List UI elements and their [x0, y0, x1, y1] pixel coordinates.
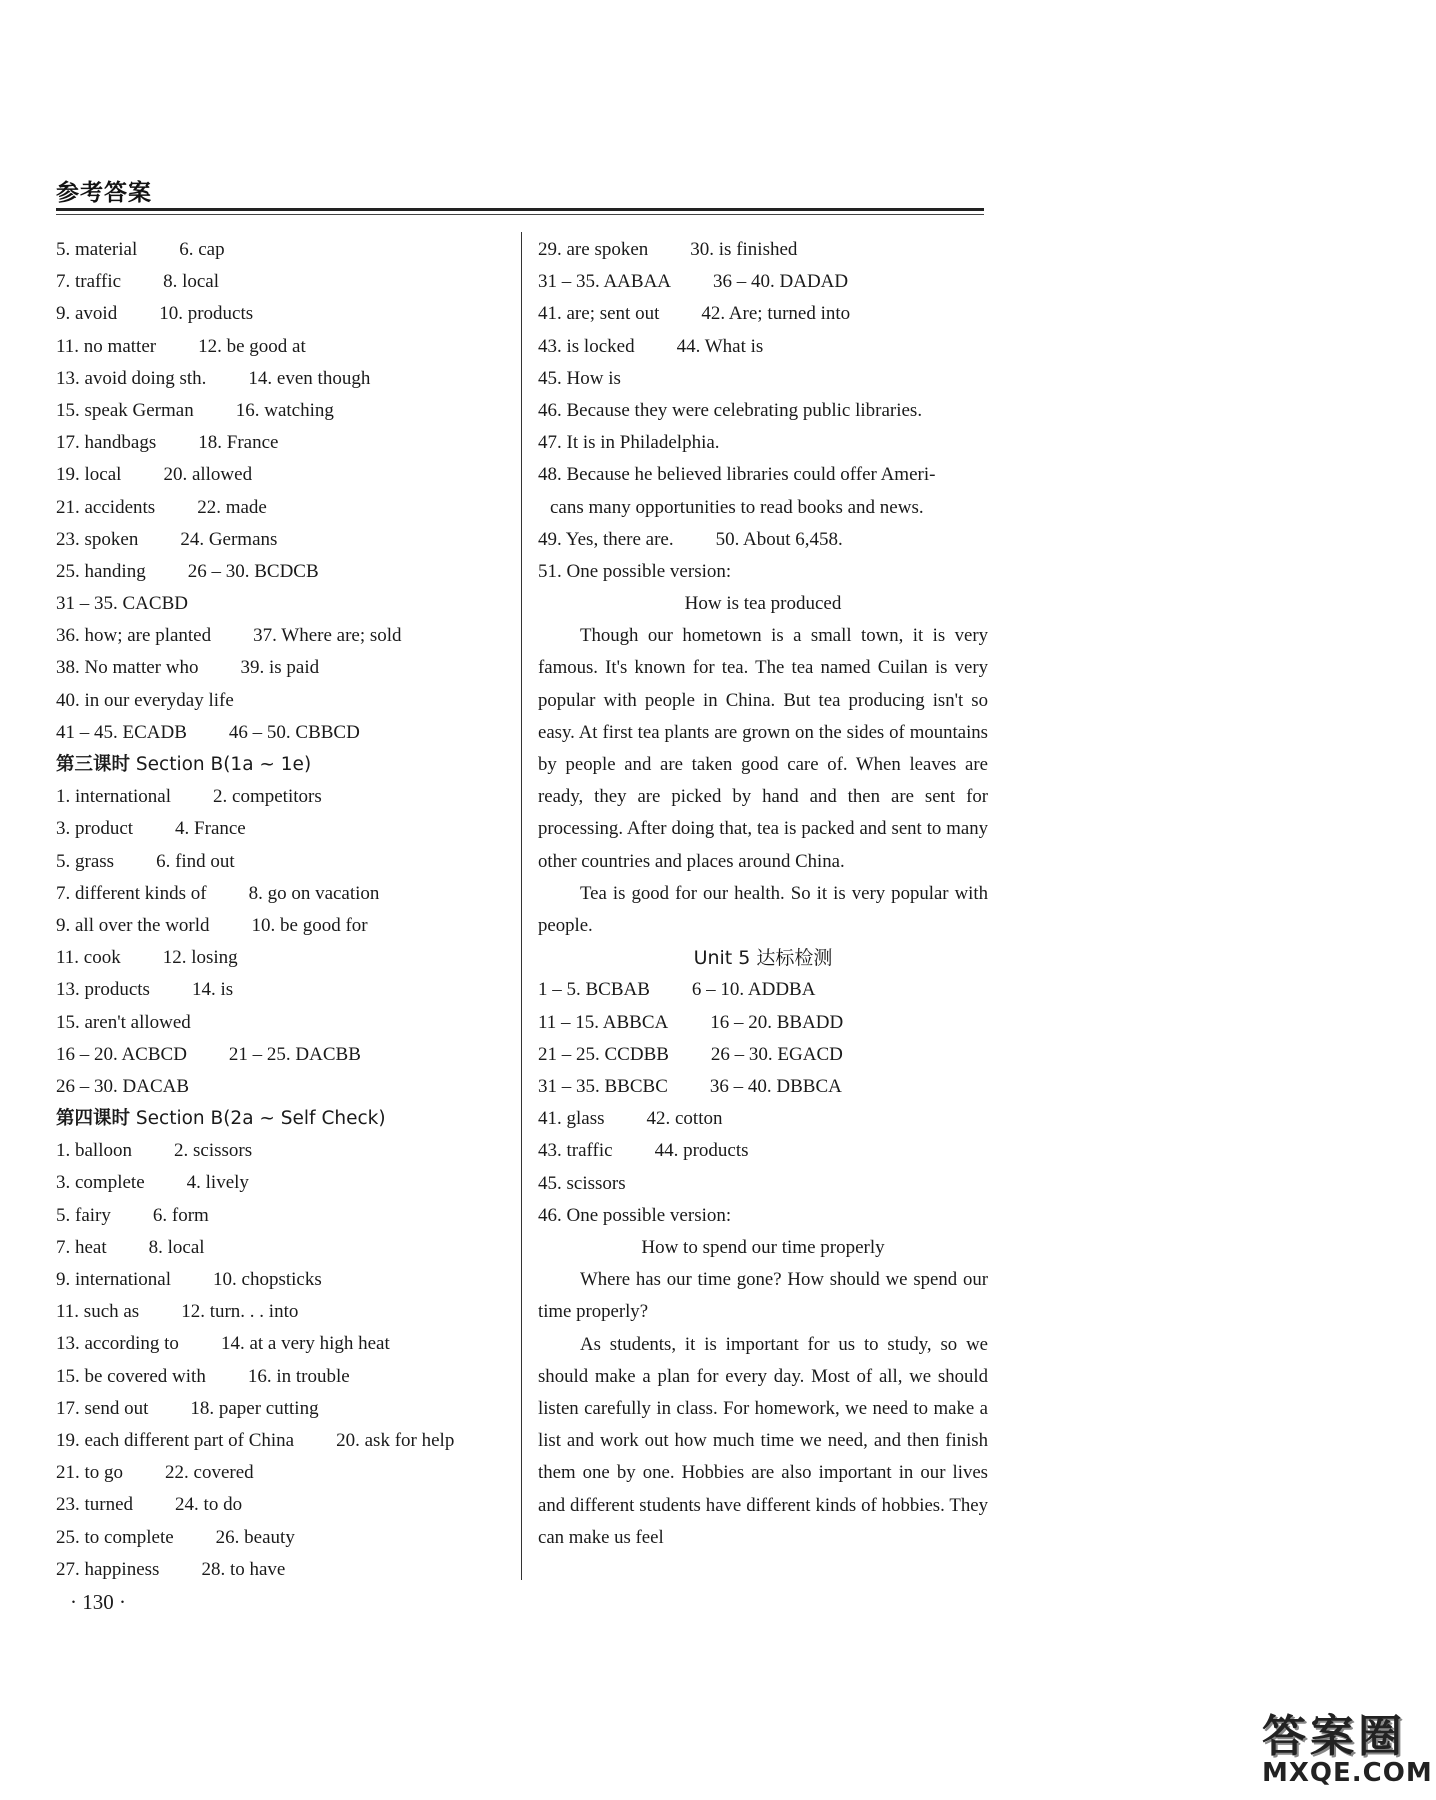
answer-item: 16. in trouble — [247, 1365, 350, 1387]
answer-item: 43. traffic — [538, 1140, 613, 1162]
answer-item: 26 – 30. BCDCB — [187, 560, 319, 582]
answer-item: 21. accidents — [56, 496, 156, 518]
answer-item: 46 – 50. CBBCD — [228, 721, 360, 743]
answer-item: 27. happiness — [56, 1558, 160, 1580]
answer-item: 4. lively — [186, 1172, 249, 1194]
answer-line — [56, 363, 511, 395]
answer-line — [538, 1168, 988, 1200]
answer-line — [56, 1071, 511, 1103]
answer-item: 5. grass — [56, 850, 115, 872]
answer-item: 38. No matter who — [56, 657, 199, 679]
answer-line — [56, 1425, 511, 1457]
answer-item: 8. go on vacation — [248, 882, 380, 904]
answer-line — [538, 331, 988, 363]
answer-item: 13. avoid doing sth. — [56, 367, 207, 389]
answer-line — [56, 1554, 511, 1586]
section-heading-cn: 第三课时 — [56, 754, 131, 775]
answer-line — [538, 1135, 988, 1167]
answer-line-49-50 — [538, 524, 988, 556]
answer-item: 2. competitors — [213, 786, 322, 808]
answer-line — [56, 1296, 511, 1328]
answer-item: 5. material — [56, 239, 138, 260]
answer-line — [56, 685, 511, 717]
answer-item: 22. made — [197, 496, 267, 518]
answer-item: 1. international — [56, 786, 172, 808]
section-heading — [56, 1103, 511, 1135]
answer-line — [56, 1039, 511, 1071]
answer-line — [538, 974, 988, 1006]
answer-item: 31 – 35. CACBD — [56, 593, 188, 615]
answer-item: 36 – 40. DBBCA — [709, 1076, 842, 1098]
answer-line — [56, 1232, 511, 1264]
answer-line — [56, 620, 511, 652]
answer-line — [56, 974, 511, 1006]
essay-paragraph: Though our hometown is a small town, it is very famous. It's known for tea. The tea named Cuilan is very popular with people in China. But tea producing isn't so easy. At first tea plants are grown on the sides of mountains by people and are taken good care of. When leaves are ready, they are picked by hand and then are sent for processing. After doing that, tea is packed and sent to many other countries and places around China. — [538, 625, 988, 872]
answer-line — [56, 524, 511, 556]
answer-line — [56, 234, 511, 266]
answer-item: 39. is paid — [240, 657, 320, 679]
answer-item: 9. avoid — [56, 303, 118, 325]
watermark-logo — [1262, 1700, 1432, 1796]
essay-paragraph: Tea is good for our health. So it is very popular with people. — [538, 882, 988, 937]
answer-item: 42. cotton — [646, 1108, 723, 1130]
answer-item: 18. paper cutting — [190, 1397, 319, 1419]
answer-item: 6. find out — [156, 850, 235, 872]
answer-line — [56, 1457, 511, 1489]
answer-line — [56, 395, 511, 427]
answer-line — [56, 427, 511, 459]
answer-line — [538, 363, 988, 395]
answer-item: 46. One possible version: — [538, 1204, 732, 1226]
answer-item: 23. spoken — [56, 528, 139, 550]
answer-item: 24. to do — [175, 1494, 243, 1516]
answer-line — [56, 1361, 511, 1393]
answer-item: 26 – 30. DACAB — [56, 1075, 190, 1097]
answer-item: 15. be covered with — [56, 1365, 206, 1387]
answer-50: 50. About 6,458. — [715, 528, 843, 550]
answer-item: 20. ask for help — [336, 1429, 455, 1451]
answer-line — [56, 492, 511, 524]
answer-line — [538, 395, 988, 427]
answer-item: 9. all over the world — [56, 914, 210, 936]
answer-line — [56, 298, 511, 330]
answer-item: 21 – 25. CCDBB — [538, 1043, 669, 1065]
answer-item: 3. product — [56, 818, 134, 840]
answer-item: 6. cap — [179, 239, 225, 260]
answer-line — [56, 556, 511, 588]
answer-line-48-cont: cans many opportunities to read books and news. — [550, 496, 924, 518]
answer-line — [56, 588, 511, 620]
unit-test-title: Unit 5 达标检测 — [693, 947, 833, 970]
header-rule — [56, 208, 984, 211]
answer-item: 14. is — [191, 979, 234, 1001]
answer-item: 37. Where are; sold — [253, 625, 402, 647]
answer-line — [538, 266, 988, 298]
answer-line — [538, 1039, 988, 1071]
answer-line — [56, 717, 511, 749]
answer-item: 30. is finished — [690, 239, 798, 260]
left-column — [56, 234, 511, 1586]
answer-item: 22. covered — [165, 1462, 254, 1484]
answer-item: 28. to have — [201, 1558, 286, 1580]
answer-item: 13. products — [56, 979, 150, 1001]
answer-item: 36. how; are planted — [56, 625, 212, 647]
answer-item: 7. traffic — [56, 271, 122, 293]
answer-item: 16 – 20. ACBCD — [56, 1043, 187, 1065]
answer-item: 3. complete — [56, 1172, 145, 1194]
section-heading-en: Section B(2a ~ Self Check) — [130, 1108, 386, 1130]
answer-item: 10. products — [159, 303, 254, 325]
answer-line-51: 51. One possible version: — [538, 560, 732, 582]
answer-line — [56, 1200, 511, 1232]
answer-line — [56, 1393, 511, 1425]
answer-line — [56, 846, 511, 878]
answer-item: 19. local — [56, 464, 122, 486]
answer-item: 44. products — [654, 1140, 749, 1162]
answer-item: 11. no matter — [56, 335, 157, 357]
answer-item: 11 – 15. ABBCA — [538, 1011, 669, 1033]
answer-item: 41 – 45. ECADB — [56, 721, 187, 743]
answer-item: 1. balloon — [56, 1140, 132, 1162]
answer-item: 17. handbags — [56, 432, 157, 454]
answer-item: 29. are spoken — [538, 239, 649, 260]
answer-line — [538, 1103, 988, 1135]
answer-item: 16 – 20. BBADD — [710, 1011, 844, 1033]
essay-title: How to spend our time properly — [641, 1236, 885, 1258]
answer-item: 21 – 25. DACBB — [228, 1043, 361, 1065]
answer-item: 45. How is — [538, 367, 621, 389]
answer-item: 10. be good for — [251, 914, 368, 936]
answer-item: 16. watching — [235, 399, 334, 421]
answer-item: 47. It is in Philadelphia. — [538, 432, 720, 454]
answer-line — [56, 910, 511, 942]
answer-item: 19. each different part of China — [56, 1429, 295, 1451]
answer-item: 43. is locked — [538, 335, 635, 357]
answer-item: 12. turn. . . into — [181, 1301, 299, 1323]
answer-line — [538, 1007, 988, 1039]
answer-item: 25. to complete — [56, 1526, 174, 1548]
answer-item: 41. are; sent out — [538, 303, 660, 325]
answer-line — [56, 1489, 511, 1521]
answer-item: 11. cook — [56, 947, 121, 969]
answer-item: 14. even though — [248, 367, 371, 389]
answer-item: 6 – 10. ADDBA — [691, 979, 816, 1001]
answer-line — [56, 1135, 511, 1167]
answer-item: 8. local — [163, 271, 219, 293]
answer-line — [56, 331, 511, 363]
column-divider — [521, 232, 522, 1580]
answer-line — [56, 942, 511, 974]
answer-item: 15. aren't allowed — [56, 1011, 191, 1033]
answer-item: 6. form — [152, 1204, 209, 1226]
answer-item: 21. to go — [56, 1462, 124, 1484]
answer-item: 41. glass — [538, 1108, 605, 1130]
answer-line — [538, 1071, 988, 1103]
answer-item: 10. chopsticks — [213, 1269, 322, 1290]
answer-line — [56, 1007, 511, 1039]
answer-item: 1 – 5. BCBAB — [538, 979, 650, 1001]
answer-line-48: 48. Because he believed libraries could offer Ameri- — [538, 464, 936, 486]
answer-item: 11. such as — [56, 1301, 140, 1323]
section-heading-cn: 第四课时 — [56, 1108, 131, 1130]
answer-line — [538, 234, 988, 266]
answer-item: 45. scissors — [538, 1172, 626, 1194]
watermark-logo-text: 答案圈 — [1262, 1711, 1406, 1762]
answer-item: 25. handing — [56, 560, 146, 582]
answer-item: 24. Germans — [180, 528, 278, 550]
section-heading-en: Section B(1a ~ 1e) — [130, 754, 312, 775]
answer-item: 31 – 35. AABAA — [538, 271, 672, 293]
right-column — [538, 234, 988, 1554]
answer-line — [56, 1264, 511, 1296]
watermark-logo-url: MXQE.COM — [1262, 1758, 1433, 1788]
answer-item: 46. Because they were celebrating public libraries. — [538, 399, 923, 421]
answer-item: 2. scissors — [174, 1140, 253, 1162]
answer-item: 23. turned — [56, 1494, 134, 1516]
answer-line — [538, 298, 988, 330]
answer-item: 17. send out — [56, 1397, 149, 1419]
answer-line — [538, 1200, 988, 1232]
answer-line — [56, 813, 511, 845]
header-rule-thin — [56, 214, 984, 215]
section-heading — [56, 749, 511, 781]
answer-item: 20. allowed — [163, 464, 253, 486]
answer-item: 26. beauty — [215, 1526, 295, 1548]
answer-line — [56, 652, 511, 684]
answer-item: 7. different kinds of — [56, 882, 207, 904]
answer-line — [56, 459, 511, 491]
answer-line — [56, 266, 511, 298]
essay-paragraph: As students, it is important for us to study, so we should make a plan for every day. Most of all, we should listen carefully in class. For homework, we need to make a list and work out how much time we need, and then finish them one by one. Hobbies are also important in our lives and different students have different kinds of hobbies. They can make us feel — [538, 1333, 988, 1548]
answer-item: 12. be good at — [198, 335, 306, 357]
answer-item: 9. international — [56, 1269, 172, 1290]
answer-item: 7. heat — [56, 1236, 107, 1258]
answer-item: 40. in our everyday life — [56, 689, 234, 711]
answer-line — [538, 427, 988, 459]
answer-item: 42. Are; turned into — [701, 303, 851, 325]
answer-item: 8. local — [148, 1236, 205, 1258]
answer-item: 15. speak German — [56, 399, 194, 421]
page-number: · 130 · — [70, 1590, 126, 1614]
essay-title: How is tea produced — [684, 593, 842, 615]
answer-line — [56, 878, 511, 910]
answer-49: 49. Yes, there are. — [538, 528, 674, 550]
answer-item: 4. France — [175, 818, 246, 840]
answer-item: 36 – 40. DADAD — [713, 271, 849, 293]
answer-item: 44. What is — [676, 335, 764, 357]
answer-item: 31 – 35. BBCBC — [538, 1076, 668, 1098]
answer-item: 12. losing — [162, 947, 238, 969]
answer-line — [56, 1328, 511, 1360]
answer-item: 5. fairy — [56, 1204, 111, 1226]
answer-item: 13. according to — [56, 1333, 179, 1355]
answer-line — [56, 781, 511, 813]
page-header-title: 参考答案 — [56, 180, 152, 206]
answer-line — [56, 1522, 511, 1554]
essay-paragraph: Where has our time gone? How should we spend our time properly? — [538, 1269, 988, 1323]
answer-item: 18. France — [198, 432, 279, 454]
answer-line — [56, 1167, 511, 1199]
answer-item: 26 – 30. EGACD — [710, 1043, 843, 1065]
answer-item: 14. at a very high heat — [220, 1333, 390, 1355]
